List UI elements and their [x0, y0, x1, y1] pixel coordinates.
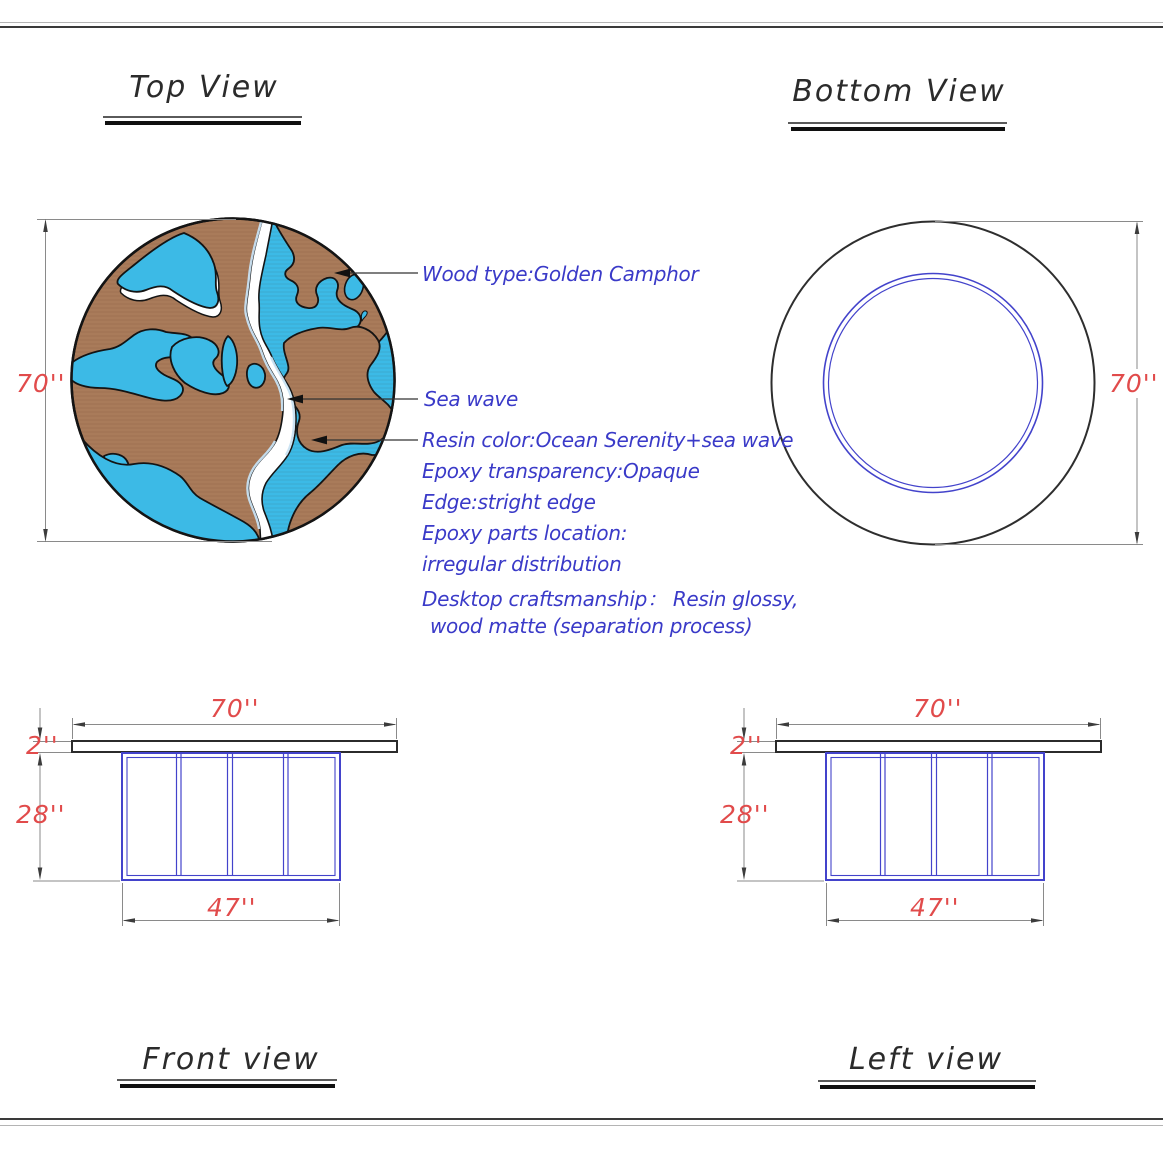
- left-view-base-width-label: 47'': [910, 893, 960, 922]
- bottom-view-underline-thick: [791, 127, 1005, 131]
- annotation-epoxy-location-2: irregular distribution: [422, 552, 622, 576]
- bottom-view-diameter-label: 70'': [1106, 369, 1162, 398]
- front-view-underline-thin: [117, 1079, 337, 1081]
- front-view-width-label: 70'': [210, 694, 260, 723]
- bottom-view-title: Bottom View: [792, 74, 1006, 109]
- left-view-width-label: 70'': [913, 694, 963, 723]
- front-view-base-width-label: 47'': [207, 893, 257, 922]
- top-view-diameter-label: 70'': [16, 369, 66, 398]
- annotation-craftsmanship-2: wood matte (separation process): [430, 614, 753, 638]
- top-view-drawing: [69, 213, 402, 549]
- annotation-wood-type: Wood type:Golden Camphor: [422, 262, 699, 286]
- top-view-underline-thin: [103, 116, 302, 118]
- front-view-underline-thick: [120, 1084, 335, 1088]
- left-view-base-height-label: 28'': [720, 800, 770, 829]
- annotation-edge: Edge:stright edge: [422, 490, 596, 514]
- bottom-view-drawing: [772, 222, 1144, 545]
- left-view-title: Left view: [848, 1042, 1004, 1077]
- annotation-sea-wave: Sea wave: [424, 387, 518, 411]
- left-view-underline-thin: [818, 1080, 1036, 1082]
- annotation-epoxy-location-1: Epoxy parts location:: [422, 521, 628, 545]
- left-view-thickness-label: 2'': [730, 731, 763, 760]
- annotation-resin-color: Resin color:Ocean Serenity+sea wave: [422, 428, 794, 452]
- top-view-title: Top View: [129, 70, 279, 105]
- resin-bay-small: [247, 364, 265, 388]
- annotation-craftsmanship-1: Desktop craftsmanship： Resin glossy,: [422, 587, 799, 611]
- bottom-view-underline-thin: [788, 122, 1007, 124]
- left-view-underline-thick: [820, 1085, 1035, 1089]
- top-view-underline-thick: [105, 121, 301, 125]
- front-view-thickness-label: 2'': [26, 731, 59, 760]
- front-view-base-height-label: 28'': [16, 800, 66, 829]
- annotation-epoxy-transparency: Epoxy transparency:Opaque: [422, 459, 700, 483]
- front-view-title: Front view: [142, 1042, 320, 1077]
